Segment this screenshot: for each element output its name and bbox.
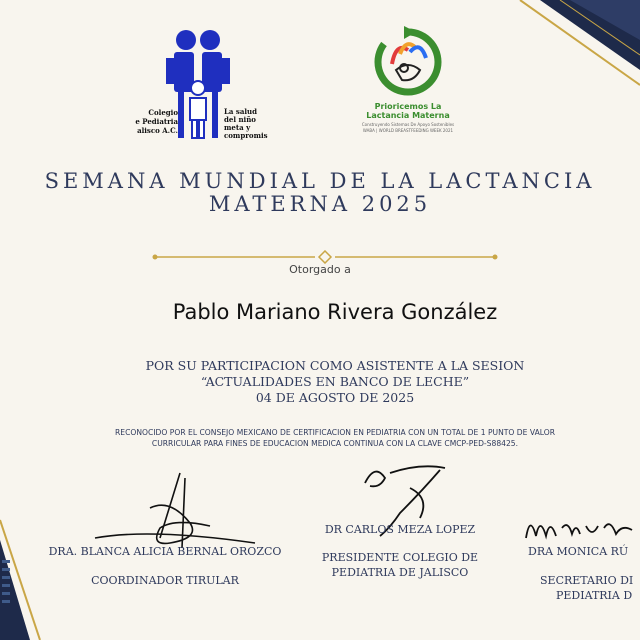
session-date: 04 DE AGOSTO DE 2025 xyxy=(255,390,415,405)
campaign-subtitle: Construyendo Sistemas De Apoyo Sostenibles xyxy=(361,122,455,127)
gold-divider xyxy=(150,250,500,264)
breastfeeding-emblem-icon xyxy=(370,24,446,100)
signatory-role: PRESIDENTE COLEGIO DE xyxy=(321,551,479,564)
title-line-2: MATERNA 2025 xyxy=(208,192,432,216)
granted-to-label: Otorgado a xyxy=(289,263,351,276)
recognition-line-1: RECONOCIDO POR EL CONSEJO MEXICANO DE CERTIFICACION EN PEDIATRIA CON UN TOTAL DE 1 PUNTO DE VALOR xyxy=(115,428,555,437)
session-title: “ACTUALIDADES EN BANCO DE LECHE” xyxy=(200,374,470,389)
signatory-role: COORDINADOR TIRULAR xyxy=(91,574,239,587)
signatory-secretary xyxy=(528,544,640,603)
college-motto-text: La salud del niño meta y compromis xyxy=(224,107,268,140)
certificate-title xyxy=(0,170,640,216)
campaign-title: Prioricemos La Lactancia Materna xyxy=(366,102,450,120)
signatory-name: DRA. BLANCA ALICIA BERNAL OROZCO xyxy=(48,545,282,558)
recognition-text xyxy=(0,427,640,449)
signatory-name: DR CARLOS MEZA LOPEZ xyxy=(324,523,476,536)
campaign-footer: WABA | WORLD BREASTFEEDING WEEK 2021 xyxy=(362,128,454,133)
recognition-line-2: CURRICULAR PARA FINES DE EDUCACION MEDICA CONTINUA CON LA CLAVE CMCP-PED-S88425. xyxy=(151,439,519,448)
college-pediatria-logo xyxy=(128,26,268,141)
signatory-name: DRA MONICA RÚ xyxy=(528,545,629,558)
participation-line-1: POR SU PARTICIPACION COMO ASISTENTE A LA SESION xyxy=(145,358,525,373)
signatory-role: SECRETARIO DI xyxy=(540,574,634,587)
signature-3-scribble xyxy=(522,508,640,548)
signatory-role-line-2: PEDIATRIA DE JALISCO xyxy=(331,566,469,579)
college-name-text: Colegio e Pediatria alisco A.C. xyxy=(135,108,178,135)
signatory-president xyxy=(300,522,500,580)
participation-text xyxy=(0,358,640,406)
recipient-name: Pablo Mariano Rivera González xyxy=(172,300,498,324)
lactancia-campaign-logo xyxy=(348,24,468,139)
title-line-1: SEMANA MUNDIAL DE LA LACTANCIA xyxy=(44,169,596,193)
signatory-coordinator xyxy=(20,544,310,588)
signatory-role-line-2: PEDIATRIA D xyxy=(556,589,633,602)
